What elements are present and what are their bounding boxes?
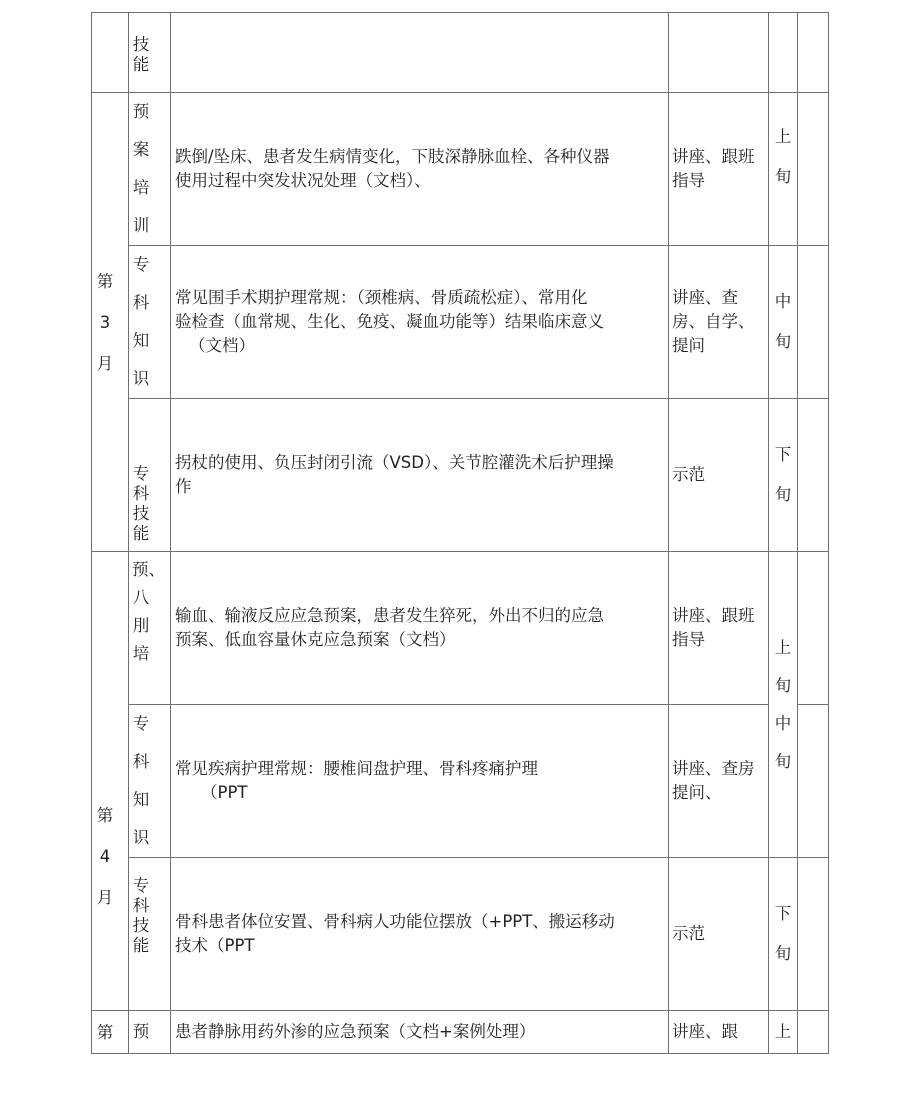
time-cell bbox=[769, 399, 798, 552]
content-line: （文档） bbox=[189, 335, 255, 355]
method-cell bbox=[669, 399, 769, 552]
method-text: 示范 bbox=[672, 924, 705, 944]
category-label: 技能 bbox=[132, 35, 150, 74]
note-cell bbox=[798, 858, 829, 1011]
method-cell bbox=[669, 13, 769, 93]
table-row bbox=[92, 399, 829, 552]
training-plan-table bbox=[91, 12, 829, 1054]
content-line: 常见围手术期护理常规：（颈椎病、骨质疏松症）、常用化 bbox=[175, 288, 588, 308]
category-cell bbox=[129, 1011, 171, 1054]
content-line: 作 bbox=[175, 477, 192, 496]
time-text: 上旬 bbox=[774, 127, 792, 186]
method-cell bbox=[669, 858, 769, 1011]
note-cell bbox=[798, 1011, 829, 1054]
time-text: 中旬 bbox=[774, 292, 792, 351]
method-text: 讲座、查房、自学、提问 bbox=[672, 288, 755, 355]
note-cell bbox=[798, 93, 829, 246]
content-line: 预案、低血容量休克应急预案（文档） bbox=[175, 630, 456, 649]
content-line: （PPT bbox=[201, 783, 248, 802]
content-cell bbox=[171, 13, 669, 93]
month-label: 第3月 bbox=[96, 271, 114, 373]
category-label: 预案培训 bbox=[132, 102, 150, 235]
time-cell bbox=[769, 858, 798, 1011]
month-cell bbox=[92, 93, 129, 552]
month-label: 第 bbox=[96, 1022, 114, 1042]
table-row bbox=[92, 705, 829, 858]
category-cell bbox=[129, 246, 171, 399]
table-row bbox=[92, 246, 829, 399]
time-text: 下旬 bbox=[774, 445, 792, 504]
method-cell bbox=[669, 1011, 769, 1054]
content-line: 跌倒/坠床、患者发生病情变化，下肢深静脉血栓、各种仪器 bbox=[175, 147, 610, 167]
note-cell bbox=[798, 399, 829, 552]
category-label: 预、八刖培 bbox=[132, 560, 165, 663]
category-cell bbox=[129, 13, 171, 93]
time-cell bbox=[769, 552, 798, 858]
category-cell bbox=[129, 552, 171, 705]
category-cell bbox=[129, 399, 171, 552]
time-text: 上 bbox=[774, 1022, 792, 1042]
category-cell bbox=[129, 93, 171, 246]
table-row bbox=[92, 1011, 829, 1054]
content-line: 技术（PPT bbox=[175, 936, 255, 955]
method-text: 讲座、跟班指导 bbox=[672, 606, 755, 649]
content-cell bbox=[171, 246, 669, 399]
method-text: 讲座、跟班指导 bbox=[672, 147, 755, 190]
category-label: 预 bbox=[132, 1022, 150, 1042]
category-cell bbox=[129, 705, 171, 858]
table-row bbox=[92, 552, 829, 705]
method-cell bbox=[669, 246, 769, 399]
content-line: 使用过程中突发状况处理（文档）、 bbox=[175, 171, 431, 190]
method-text: 讲座、跟 bbox=[672, 1022, 738, 1041]
month-cell bbox=[92, 13, 129, 93]
method-text: 示范 bbox=[672, 465, 705, 485]
note-cell bbox=[798, 246, 829, 399]
time-cell bbox=[769, 246, 798, 399]
month-label: 第4月 bbox=[96, 805, 114, 907]
month-cell bbox=[92, 552, 129, 1011]
content-cell bbox=[171, 93, 669, 246]
content-line: 常见疾病护理常规：腰椎间盘护理、骨科疼痛护理 bbox=[175, 759, 538, 779]
month-cell bbox=[92, 1011, 129, 1054]
time-text: 下旬 bbox=[774, 904, 792, 963]
content-line: 患者静脉用药外渗的应急预案（文档+案例处理） bbox=[175, 1022, 536, 1041]
category-cell bbox=[129, 858, 171, 1011]
time-cell bbox=[769, 93, 798, 246]
category-label: 专科知识 bbox=[132, 714, 150, 847]
content-cell bbox=[171, 1011, 669, 1054]
content-cell bbox=[171, 552, 669, 705]
content-line: 输血、输液反应应急预案，患者发生猝死，外出不归的应急 bbox=[175, 606, 604, 626]
content-cell bbox=[171, 399, 669, 552]
method-cell bbox=[669, 93, 769, 246]
time-cell bbox=[769, 13, 798, 93]
category-label: 专科知识 bbox=[132, 255, 150, 388]
category-label: 专科技能 bbox=[132, 876, 150, 955]
time-text: 上旬中旬 bbox=[774, 637, 792, 771]
table-row bbox=[92, 13, 829, 93]
category-label: 专科技能 bbox=[132, 464, 150, 544]
note-cell bbox=[798, 13, 829, 93]
content-cell bbox=[171, 858, 669, 1011]
content-cell bbox=[171, 705, 669, 858]
content-line: 骨科患者体位安置、骨科病人功能位摆放（+PPT、搬运移动 bbox=[175, 912, 615, 932]
note-cell bbox=[798, 552, 829, 705]
note-cell bbox=[798, 705, 829, 858]
content-line: 验检查（血常规、生化、免疫、凝血功能等）结果临床意义 bbox=[175, 312, 604, 332]
table-row bbox=[92, 858, 829, 1011]
table-row bbox=[92, 93, 829, 246]
method-cell bbox=[669, 552, 769, 705]
method-text: 讲座、查房提问、 bbox=[672, 759, 755, 802]
method-cell bbox=[669, 705, 769, 858]
time-cell bbox=[769, 1011, 798, 1054]
content-line: 拐杖的使用、负压封闭引流（VSD）、关节腔灌洗术后护理操 bbox=[175, 453, 614, 473]
